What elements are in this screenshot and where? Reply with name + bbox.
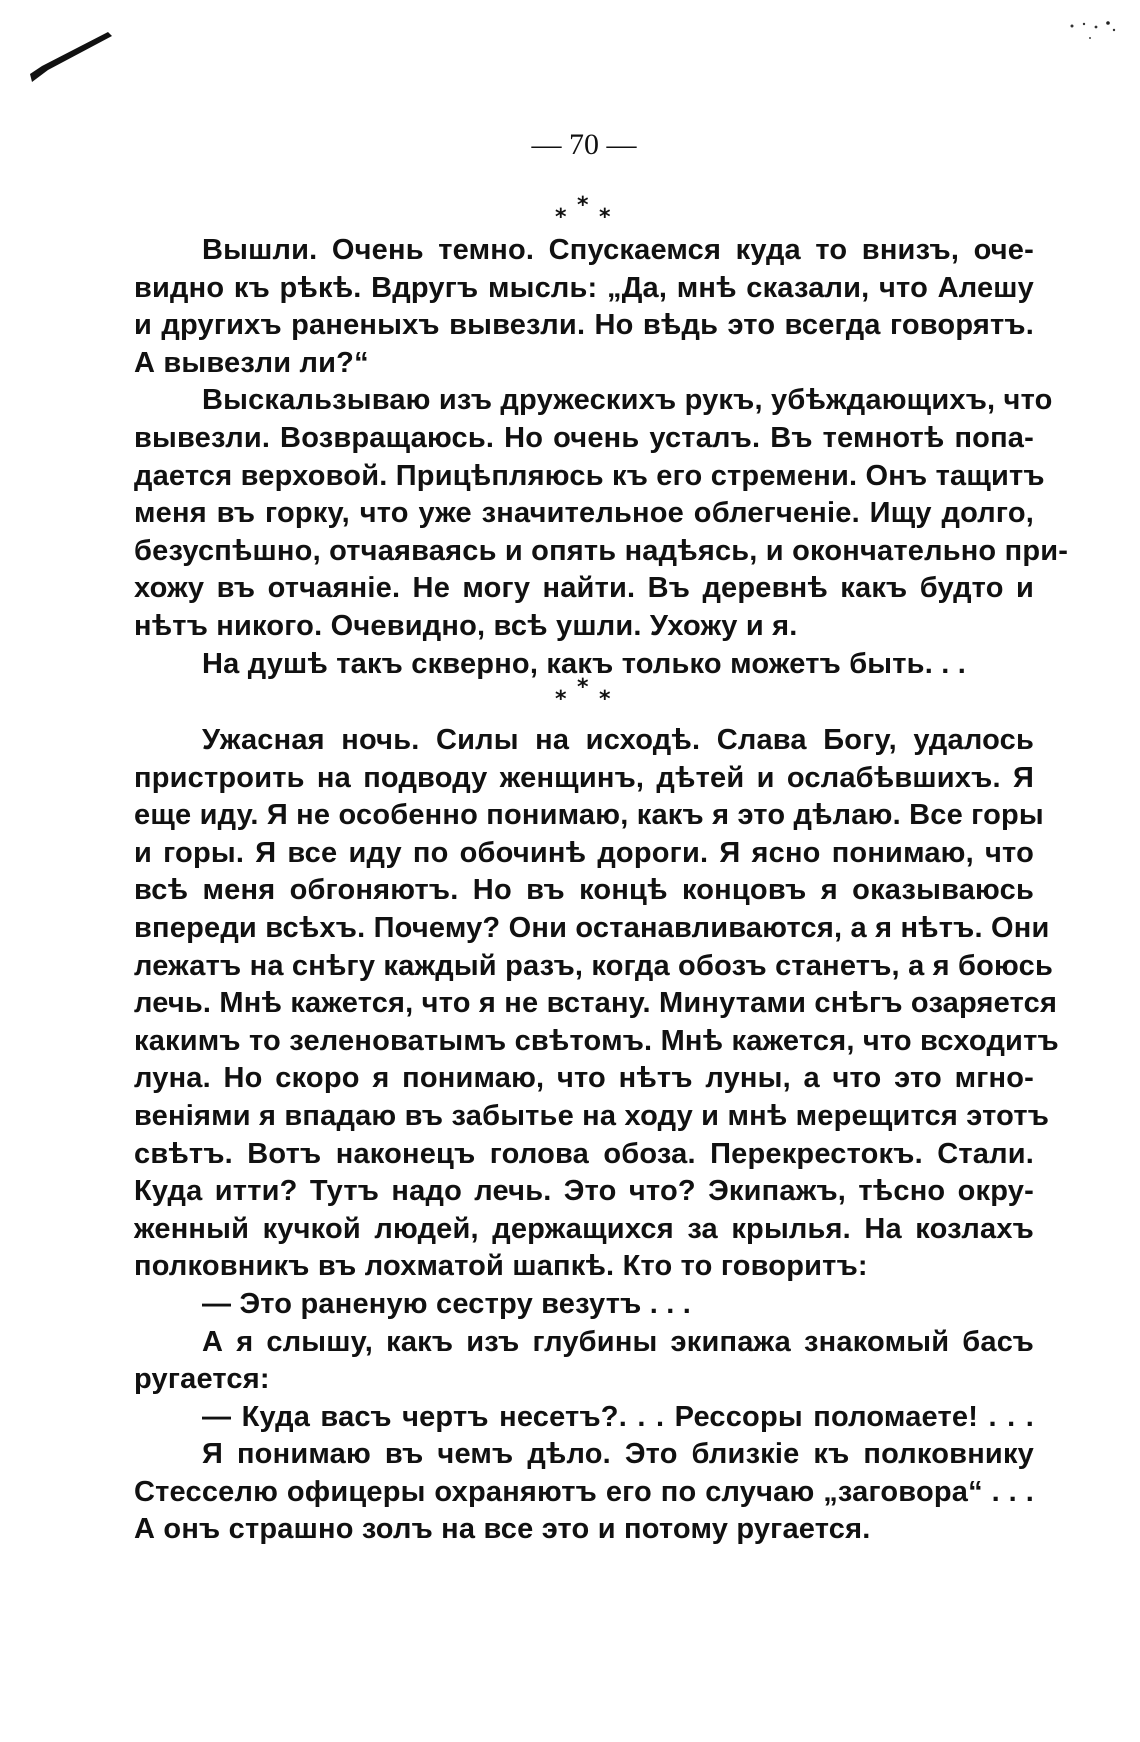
section-1-text: [134, 232, 1069, 683]
page-number: — 70 —: [531, 128, 637, 161]
svg-text:*: *: [599, 205, 611, 230]
text-line: видно къ рѣкѣ. Вдругъ мысль: „Да, мнѣ сказали, что Алешу: [134, 271, 1034, 304]
text-line: и горы. Я все иду по обочинѣ дороги. Я ясно понимаю, что: [134, 836, 1034, 869]
text-line: лечь. Мнѣ кажется, что я не встану. Минутами снѣгъ озаряется: [134, 987, 1058, 1020]
text-line: Вышли. Очень темно. Спускаемся куда то внизъ, оче-: [202, 234, 1034, 266]
text-line: полковникъ въ лохматой шапкѣ. Кто то говоритъ:: [134, 1250, 868, 1283]
text-line: впереди всѣхъ. Почему? Они останавливаются, а я нѣтъ. Они: [134, 911, 1050, 944]
asterism-icon: [549, 672, 619, 712]
text-line: пристроить на подводу женщинъ, дѣтей и ослабѣвшихъ. Я: [134, 761, 1034, 794]
text-line: ругается:: [134, 1363, 270, 1396]
text-line: хожу въ отчаяніе. Не могу найти. Въ деревнѣ какъ будто и: [134, 572, 1034, 605]
text-line: всѣ меня обгоняютъ. Но въ концѣ концовъ я оказываюсь: [134, 874, 1034, 907]
text-line: А вывезли ли?“: [134, 346, 369, 379]
text-line: А я слышу, какъ изъ глубины экипажа знакомый басъ: [202, 1325, 1034, 1358]
svg-text:*: *: [599, 687, 611, 712]
text-line: безуспѣшно, отчаяваясь и опять надѣясь, и окончательно при-: [134, 534, 1069, 567]
text-line: — Куда васъ чертъ несетъ?. . . Рессоры поломаете! . . .: [202, 1400, 1034, 1433]
text-line: А онъ страшно золъ на все это и потому ругается.: [134, 1513, 871, 1546]
text-line: Стесселю офицеры охраняютъ его по случаю „заговора“ . . .: [134, 1475, 1034, 1508]
text-line: и другихъ раненыхъ вывезли. Но вѣдь это всегда говорятъ.: [134, 309, 1034, 342]
svg-text:*: *: [577, 675, 589, 700]
text-line: женный кучкой людей, держащихся за крылья. На козлахъ: [134, 1212, 1034, 1245]
text-line: меня въ горку, что уже значительное облегченіе. Ищу долго,: [134, 497, 1034, 530]
text-line: Выскальзываю изъ дружескихъ рукъ, убѣждающихъ, что: [202, 384, 1053, 417]
section-divider-2: [134, 672, 1034, 712]
text-line: лежатъ на снѣгу каждый разъ, когда обозъ станетъ, а я боюсь: [134, 949, 1053, 982]
text-line: свѣтъ. Вотъ наконецъ голова обоза. Перекрестокъ. Стали.: [134, 1137, 1034, 1170]
text-line: дается верховой. Прицѣпляюсь къ его стремени. Онъ тащитъ: [134, 459, 1045, 492]
text-line: нѣтъ никого. Очевидно, всѣ ушли. Ухожу и я.: [134, 609, 798, 642]
text-line: какимъ то зеленоватымъ свѣтомъ. Мнѣ кажется, что всходитъ: [134, 1024, 1059, 1057]
section-2-text: [134, 722, 1059, 1549]
scan-speckle: [1062, 18, 1122, 48]
text-line: луна. Но скоро я понимаю, что нѣтъ луны, а что это мгно-: [134, 1062, 1034, 1095]
text-line: веніями я впадаю въ забытье на ходу и мнѣ мерещится этотъ: [134, 1099, 1050, 1132]
svg-text:*: *: [577, 193, 589, 218]
section-divider-1: [134, 190, 1034, 230]
text-line: еще иду. Я не особенно понимаю, какъ я это дѣлаю. Все горы: [134, 799, 1044, 832]
text-line: вывезли. Возвращаюсь. Но очень усталъ. Въ темнотѣ попа-: [134, 421, 1034, 454]
asterism-icon: [549, 190, 619, 230]
text-line: На душѣ такъ скверно, какъ только можетъ быть. . .: [202, 647, 966, 680]
text-line: — Это раненую сестру везутъ . . .: [202, 1287, 691, 1320]
text-line: Я понимаю въ чемъ дѣло. Это близкіе къ полковнику: [202, 1438, 1034, 1471]
svg-text:*: *: [555, 205, 567, 230]
text-line: Ужасная ночь. Силы на исходѣ. Слава Богу, удалось: [202, 724, 1034, 756]
text-line: Куда итти? Тутъ надо лечь. Это что? Экипажъ, тѣсно окру-: [134, 1175, 1034, 1208]
svg-text:*: *: [555, 687, 567, 712]
scan-corner-mark: [28, 26, 118, 86]
